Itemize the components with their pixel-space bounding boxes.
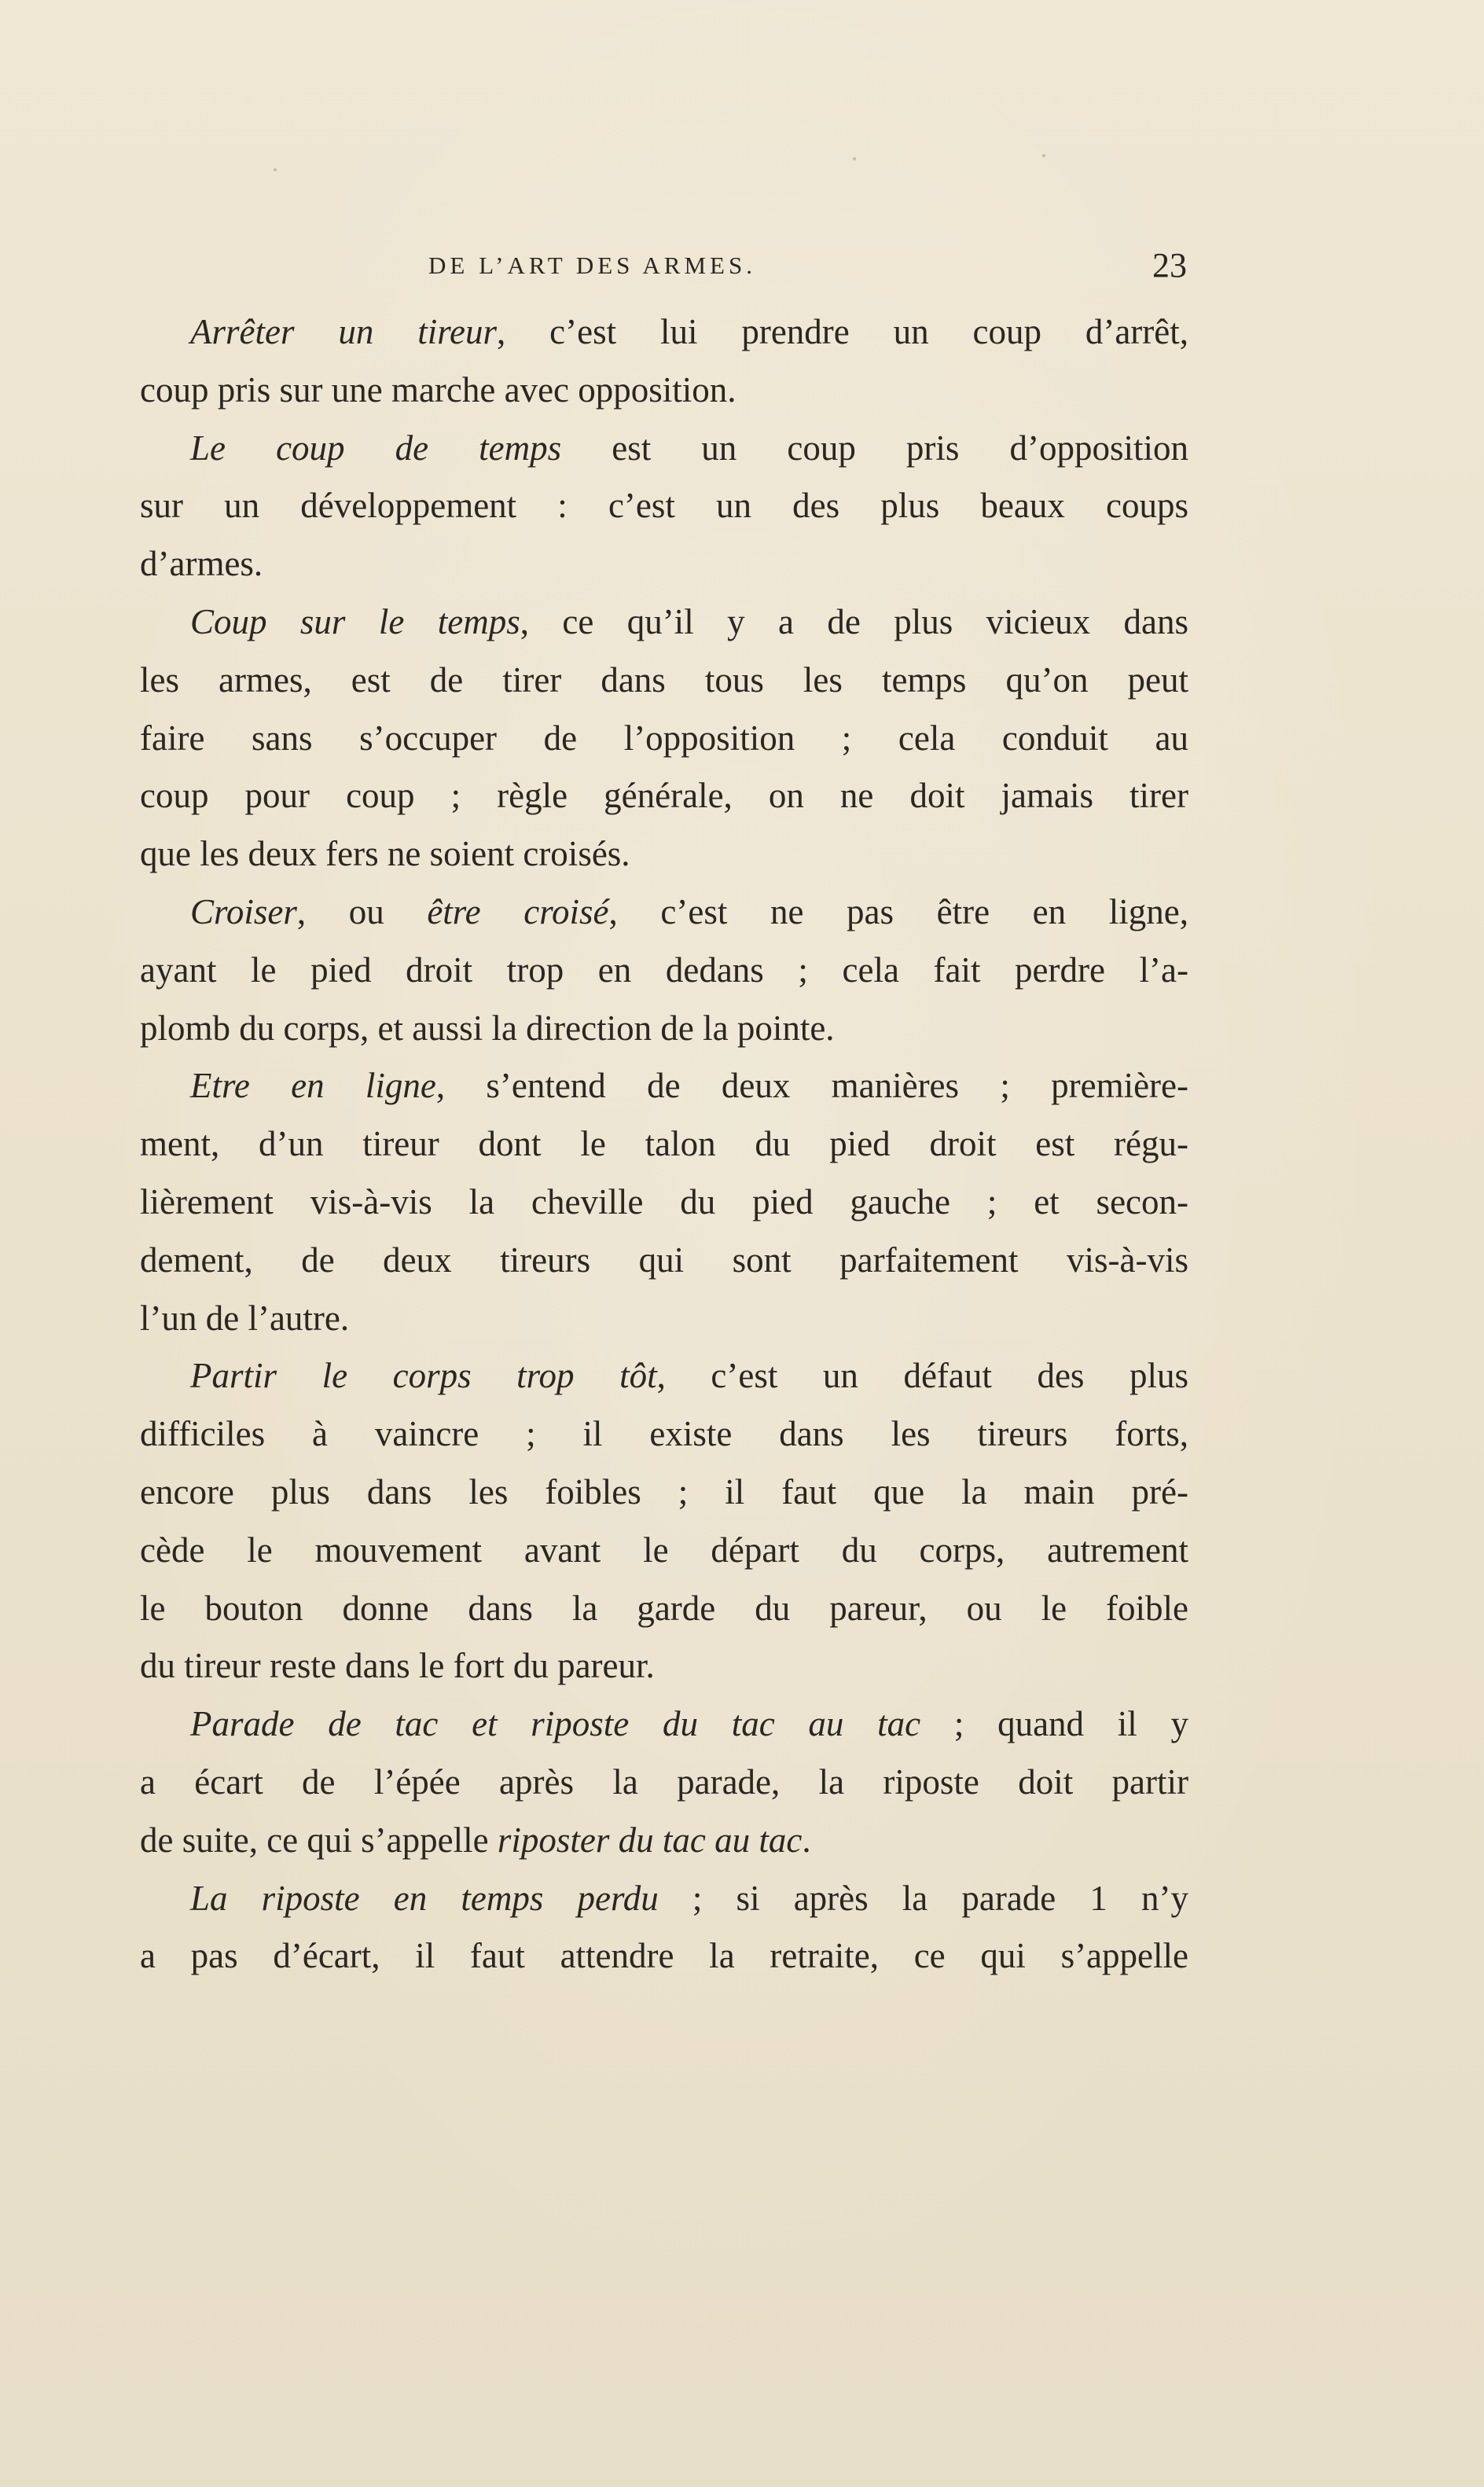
line-text: est un coup pris d’opposition [561, 428, 1188, 468]
paragraph-croiser [140, 883, 1188, 1057]
page-number: 23 [1152, 246, 1187, 285]
page-header [428, 245, 1187, 286]
text-line: coup pris sur une marche avec opposition. [140, 369, 736, 410]
text-line: l’un de l’autre. [140, 1298, 350, 1338]
text-line [140, 1870, 1188, 1928]
term: Partir le corps trop tôt [190, 1356, 657, 1396]
text-line: du tireur reste dans le fort du pareur. [140, 1646, 655, 1686]
term: Coup sur le temps [190, 601, 520, 641]
text-line: encore plus dans les foibles ; il faut que la main pré- [140, 1471, 1188, 1512]
paragraph-arreter [140, 303, 1188, 420]
text-line: ayant le pied droit trop en dedans ; cela fait perdre l’a- [140, 950, 1188, 990]
paragraph-etre-en-ligne [140, 1057, 1188, 1347]
text-line: a pas d’écart, il faut attendre la retraite, ce qui s’appelle [140, 1936, 1188, 1976]
text-line: dement, de deux tireurs qui sont parfaitement vis-à-vis [140, 1240, 1188, 1280]
text-line: coup pour coup ; règle générale, on ne doit jamais tirer [140, 776, 1188, 816]
text-line: faire sans s’occuper de l’opposition ; cela conduit au [140, 718, 1188, 758]
term: Le coup de temps [190, 428, 562, 468]
text-line [140, 1812, 1188, 1870]
term: Etre en ligne [190, 1066, 436, 1106]
term: riposter du tac au tac [497, 1820, 803, 1860]
text-line [140, 1695, 1188, 1754]
paragraph-riposte-temps-perdu [140, 1870, 1188, 1986]
line-text: , ce qu’il y a de plus vicieux dans [520, 601, 1188, 641]
line-text: de suite, ce qui s’appelle [140, 1820, 498, 1860]
body-text [140, 303, 1188, 1986]
text-line: les armes, est de tirer dans tous les temps qu’on peut [140, 659, 1188, 700]
line-text: ; quand il y [920, 1704, 1188, 1744]
paragraph-parade-de-tac [140, 1695, 1188, 1869]
text-line: plomb du corps, et aussi la direction de la pointe. [140, 1008, 835, 1048]
term: Croiser [190, 891, 297, 931]
text-line [140, 420, 1188, 478]
text-line: lièrement vis-à-vis la cheville du pied gauche ; et secon- [140, 1181, 1188, 1221]
paper-speck [1042, 154, 1045, 157]
line-text: , c’est lui prendre un coup d’arrêt, [497, 312, 1188, 351]
line-text: ; si après la parade 1 n’y [658, 1878, 1189, 1918]
line-text: , ou [296, 891, 428, 931]
line-text: . [802, 1820, 811, 1860]
text-line: sur un développement : c’est un des plus beaux coups [140, 486, 1188, 526]
text-line [140, 883, 1188, 942]
term: Arrêter un tireur [190, 312, 498, 351]
term: Parade de tac et riposte du tac au tac [190, 1704, 921, 1744]
text-line: a écart de l’épée après la parade, la riposte doit partir [140, 1761, 1188, 1802]
text-line: que les deux fers ne soient croisés. [140, 834, 630, 874]
text-line: difficiles à vaincre ; il existe dans les tireurs forts, [140, 1414, 1188, 1454]
text-line [140, 593, 1188, 652]
paper-speck [853, 157, 856, 160]
line-text: , c’est un défaut des plus [656, 1356, 1188, 1396]
text-line [140, 303, 1188, 362]
text-line: d’armes. [140, 544, 263, 584]
paper-speck [274, 168, 277, 171]
text-line [140, 1057, 1188, 1115]
running-title: DE L’ART DES ARMES. [428, 252, 756, 279]
line-text: , c’est ne pas être en ligne, [608, 891, 1188, 931]
text-line [140, 1347, 1188, 1405]
paragraph-partir-le-corps [140, 1347, 1188, 1695]
line-text: , s’entend de deux manières ; première- [435, 1066, 1188, 1106]
text-line: le bouton donne dans la garde du pareur, ou le foible [140, 1588, 1188, 1628]
paragraph-coup-sur-le-temps [140, 593, 1188, 883]
term: être croisé [427, 891, 609, 931]
term: La riposte en temps perdu [190, 1878, 659, 1918]
text-line: cède le mouvement avant le départ du corps, autrement [140, 1530, 1188, 1570]
paragraph-coup-de-temps [140, 420, 1188, 593]
text-line: ment, d’un tireur dont le talon du pied droit est régu- [140, 1124, 1188, 1164]
